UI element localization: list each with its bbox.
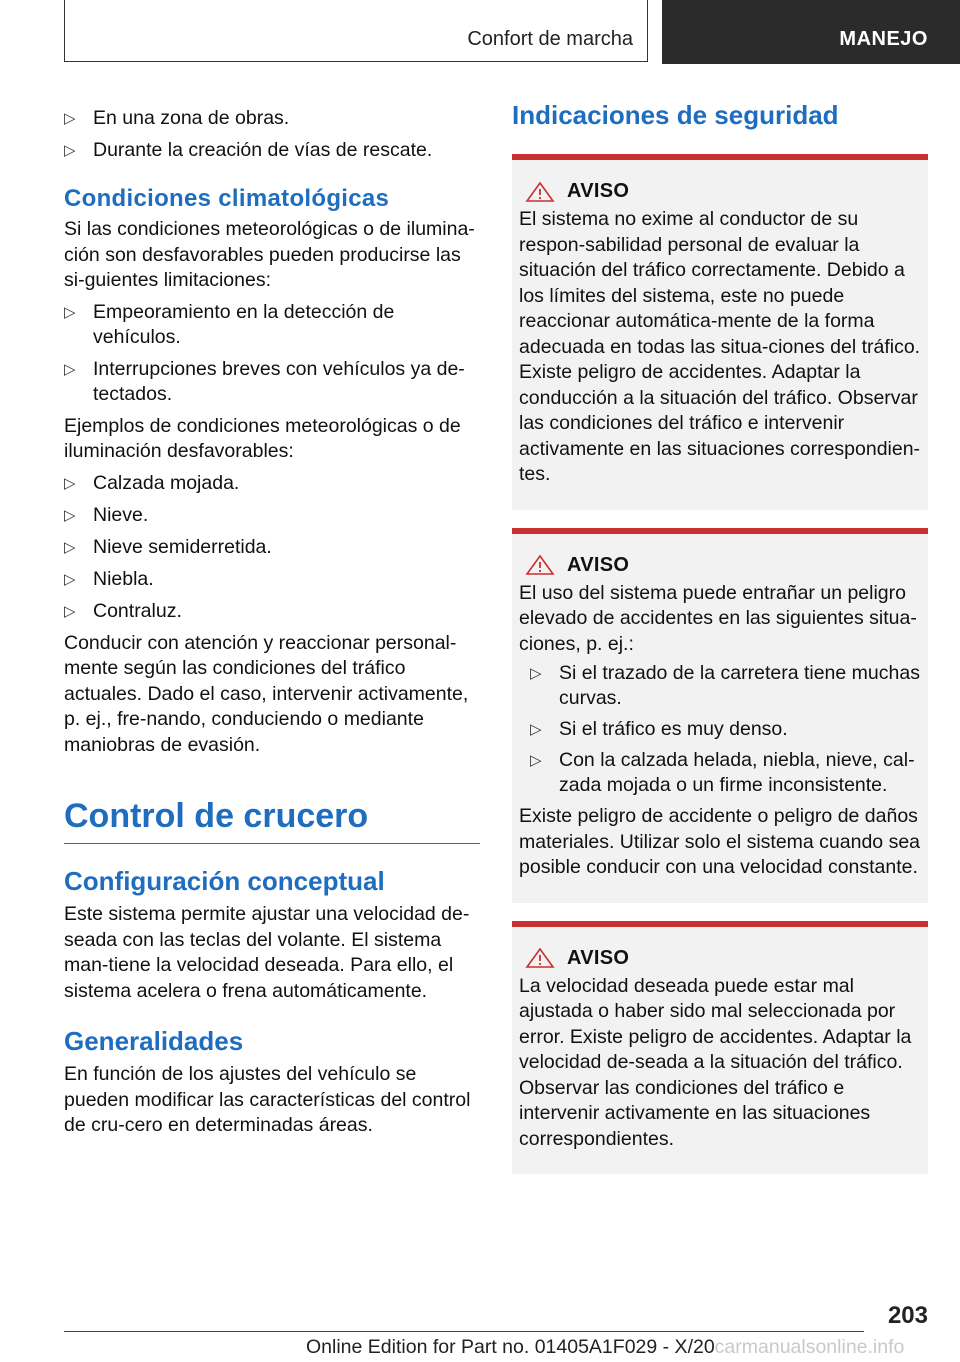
bullet-triangle-icon: ▷	[64, 506, 76, 524]
warning-header	[519, 554, 922, 577]
footer-divider	[64, 1331, 864, 1332]
list-item: ▷ Durante la creación de vías de rescate.	[64, 139, 433, 161]
heading-divider	[64, 843, 480, 844]
list-item: ▷ Nieve.	[64, 503, 149, 526]
concept-heading: Configuración conceptual	[64, 866, 385, 896]
climate-intro: Si las condiciones meteorológicas o de ilumina‐ción son desfavorables pueden producirse las si‐guientes limitaciones:	[64, 218, 475, 291]
list-item: ▷ Si el tráfico es muy denso.	[530, 718, 788, 740]
climate-heading: Condiciones climatológicas	[64, 185, 390, 212]
warning-triangle-icon	[523, 554, 557, 576]
bullet-triangle-icon: ▷	[530, 721, 542, 738]
warning-triangle-icon	[523, 947, 557, 969]
warning-text: La velocidad deseada puede estar mal ajustada o haber sido mal seleccionada por error. Existe peligro de accidentes. Adaptar la velocidad de‐seada a la situación del tráfico. Observar las condiciones del tráfico e intervenir activamente en las situaciones correspondientes.	[519, 974, 912, 1150]
warning-text: El sistema no exime al conductor de su respon‐sabilidad personal de evaluar la situación del tráfico correctamente. Debido a los límites del sistema, este no puede reaccionar automática‐mente de la forma adecuada en todas las situa‐ciones del tráfico. Existe peligro de accidentes. Adaptar la conducción a la situación del tráfico. Observar las condiciones del tráfico e intervenir activamente en las situaciones correspondien‐tes.	[519, 208, 921, 485]
edition-text: Online Edition for Part no. 01405A1F029 - X/20	[306, 1336, 715, 1358]
list-item: ▷ Si el trazado de la carretera tiene muchas curvas.	[530, 662, 920, 709]
header-chapter-tab	[662, 0, 960, 64]
list-item: ▷ Empeoramiento en la detección de vehículos.	[64, 300, 395, 348]
warning-box	[512, 154, 928, 510]
warning-label: AVISO	[567, 946, 630, 969]
bullet-triangle-icon: ▷	[64, 602, 76, 620]
warning-header	[519, 180, 922, 203]
page-number: 203	[887, 1302, 928, 1329]
list-item: ▷ Con la calzada helada, niebla, nieve, cal‐zada mojada o un firme inconsistente.	[530, 749, 915, 796]
header-section-title: Confort de marcha	[467, 28, 633, 50]
safety-heading: Indicaciones de seguridad	[512, 100, 839, 130]
general-heading: Generalidades	[64, 1026, 244, 1056]
concept-text: Este sistema permite ajustar una velocidad de‐seada con las teclas del volante. El sistema man‐tiene la velocidad deseada. Para ello, el sistema acelera o frena automáticamente.	[64, 903, 470, 1002]
cruise-control-heading: Control de crucero	[64, 797, 369, 835]
bullet-triangle-icon: ▷	[530, 665, 542, 682]
warning-box	[512, 921, 928, 1175]
bullet-triangle-icon: ▷	[64, 538, 76, 556]
footer-edition	[306, 1336, 904, 1359]
warning-label: AVISO	[567, 553, 630, 576]
bullet-triangle-icon: ▷	[64, 110, 76, 127]
warning-header	[519, 947, 922, 970]
list-item: ▷ Contraluz.	[64, 599, 182, 622]
list-item: ▷ Niebla.	[64, 567, 154, 590]
warning-label: AVISO	[567, 180, 630, 202]
bullet-triangle-icon: ▷	[64, 303, 76, 321]
warning-after-text: Existe peligro de accidente o peligro de daños materiales. Utilizar solo el sistema cuando sea posible conducir con una velocidad constante.	[519, 805, 921, 878]
bullet-triangle-icon: ▷	[64, 570, 76, 588]
bullet-triangle-icon: ▷	[64, 142, 76, 159]
list-item: ▷ En una zona de obras.	[64, 107, 290, 129]
warning-text: El uso del sistema puede entrañar un peligro elevado de accidentes en las siguientes situa‐ciones, p. ej.:	[519, 581, 917, 655]
warning-triangle-icon	[523, 181, 557, 203]
header-section-box	[64, 0, 648, 62]
bullet-triangle-icon: ▷	[530, 752, 542, 769]
bullet-triangle-icon: ▷	[64, 474, 76, 492]
watermark: carmanualsonline.info	[714, 1336, 905, 1358]
left-column	[64, 100, 480, 1143]
bullet-triangle-icon: ▷	[64, 360, 76, 378]
examples-intro: Ejemplos de condiciones meteorológicas o de iluminación desfavorables:	[64, 414, 461, 462]
advice-text: Conducir con atención y reaccionar personal‐mente según las condiciones del tráfico actuales. Dado el caso, intervenir activamente, p. ej., fre‐nando, conduciendo o mediante maniobras de evasión.	[64, 631, 469, 756]
warning-box	[512, 528, 928, 903]
list-item: ▷ Interrupciones breves con vehículos ya de‐tectados.	[64, 357, 465, 405]
header-chapter-title: MANEJO	[839, 28, 928, 50]
general-text: En función de los ajustes del vehículo se pueden modificar las características del control de cru‐cero en determinadas áreas.	[64, 1063, 471, 1136]
right-column	[512, 100, 928, 1192]
list-item: ▷ Calzada mojada.	[64, 471, 240, 494]
list-item: ▷ Nieve semiderretida.	[64, 535, 272, 558]
